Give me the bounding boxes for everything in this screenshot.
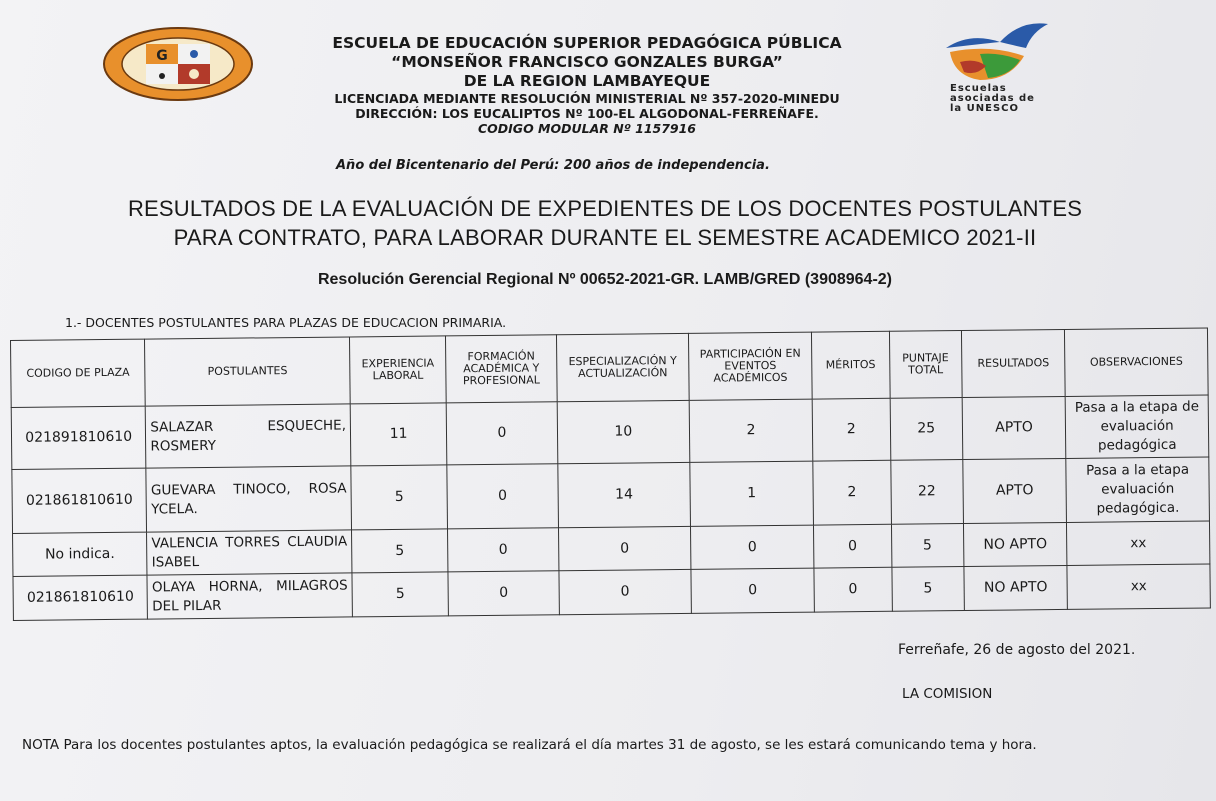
cell-resultado: APTO	[963, 458, 1067, 523]
resolution-reference: Resolución Gerencial Regional Nº 00652-2021-GR. LAMB/GRED (3908964-2)	[317, 271, 893, 288]
cell-codigo: 021861810610	[12, 468, 147, 533]
license-line: LICENCIADA MEDIANTE RESOLUCIÓN MINISTERIAL Nº 357-2020-MINEDU	[334, 91, 840, 106]
cell-postulante: VALENCIA TORRES CLAUDIA ISABEL	[147, 530, 352, 575]
cell-meritos: 2	[812, 398, 890, 461]
header-meritos: MÉRITOS	[812, 331, 890, 399]
cell-formacion: 0	[448, 571, 559, 616]
cell-observacion: xx	[1067, 564, 1210, 609]
cell-resultado: NO APTO	[963, 522, 1067, 566]
cell-formacion: 0	[448, 528, 559, 572]
cell-experiencia: 5	[352, 572, 449, 617]
document-title: RESULTADOS DE LA EVALUACIÓN DE EXPEDIENTES DE LOS DOCENTES POSTULANTES PARA CONTRATO, PARA LABORAR DURANTE EL SEMESTRE ACADEMICO 2021-II	[127, 196, 1083, 250]
cell-participacion: 2	[689, 399, 813, 462]
cell-postulante: GUEVARA TINOCO, ROSA YCELA.	[146, 466, 351, 532]
cell-puntaje: 25	[890, 398, 963, 461]
cell-codigo: No indica.	[13, 532, 148, 576]
cell-formacion: 0	[446, 402, 557, 465]
cell-participacion: 1	[690, 461, 814, 526]
header-formacion: FORMACIÓN ACADÉMICA Y PROFESIONAL	[446, 335, 557, 403]
cell-puntaje: 5	[891, 524, 964, 568]
year-motto: Año del Bicentenario del Perú: 200 años de independencia.	[336, 158, 770, 173]
section-title: 1.- DOCENTES POSTULANTES PARA PLAZAS DE EDUCACION PRIMARIA.	[65, 315, 507, 330]
svg-text:G: G	[156, 48, 168, 64]
cell-resultado: NO APTO	[964, 565, 1068, 610]
cell-experiencia: 5	[352, 529, 449, 573]
header-experiencia: EXPERIENCIA LABORAL	[350, 336, 447, 404]
cell-formacion: 0	[447, 464, 558, 529]
institution-header	[262, 34, 912, 136]
cell-puntaje: 22	[890, 460, 963, 525]
institution-patron: “MONSEÑOR FRANCISCO GONZALES BURGA”	[391, 53, 783, 71]
cell-codigo: 021861810610	[13, 575, 148, 620]
cell-puntaje: 5	[891, 567, 964, 612]
cell-experiencia: 5	[351, 465, 448, 530]
unesco-schools-logo	[940, 18, 1050, 84]
cell-especializacion: 0	[558, 526, 691, 570]
cell-postulante: OLAYA HORNA, MILAGROS DEL PILAR	[147, 573, 352, 619]
header-resultados: RESULTADOS	[961, 329, 1065, 397]
unesco-caption: Escuelas asociadas de la UNESCO	[950, 83, 1035, 114]
cell-especializacion: 10	[557, 400, 690, 463]
cell-observacion: Pasa a la etapa de evaluación pedagógica	[1065, 395, 1208, 458]
institution-region: DE LA REGION LAMBAYEQUE	[463, 72, 711, 90]
modular-code: CODIGO MODULAR Nº 1157916	[477, 121, 697, 136]
header-observaciones: OBSERVACIONES	[1065, 328, 1208, 396]
institution-name: ESCUELA DE EDUCACIÓN SUPERIOR PEDAGÓGICA PÚBLICA	[332, 34, 842, 52]
signing-date: Ferreñafe, 26 de agosto del 2021.	[898, 642, 1136, 658]
footnote: NOTA Para los docentes postulantes aptos, la evaluación pedagógica se realizará el día martes 31 de agosto, se les estará comunicando tema y hora.	[22, 737, 1037, 753]
cell-observacion: Pasa a la etapa evaluación pedagógica.	[1066, 457, 1209, 522]
cell-codigo: 021891810610	[11, 406, 146, 469]
header-puntaje: PUNTAJE TOTAL	[889, 331, 962, 399]
cell-meritos: 0	[814, 567, 892, 612]
cell-participacion: 0	[691, 568, 814, 613]
cell-postulante: SALAZAR ESQUECHE, ROSMERY	[146, 404, 351, 468]
cell-meritos: 2	[813, 460, 891, 525]
header-postulantes: POSTULANTES	[145, 337, 350, 406]
cell-resultado: APTO	[962, 396, 1066, 459]
cell-observacion: xx	[1067, 521, 1210, 565]
school-seal-logo	[102, 26, 254, 102]
header-codigo: CODIGO DE PLAZA	[11, 339, 146, 407]
commission-signature: LA COMISION	[902, 686, 993, 702]
cell-meritos: 0	[814, 524, 892, 568]
cell-especializacion: 14	[558, 462, 691, 527]
cell-experiencia: 11	[350, 403, 447, 466]
header-especializacion: ESPECIALIZACIÓN Y ACTUALIZACIÓN	[556, 333, 689, 401]
header-participacion: PARTICIPACIÓN EN EVENTOS ACADÉMICOS	[689, 332, 813, 400]
address-line: DIRECCIÓN: LOS EUCALIPTOS Nº 100-EL ALGODONAL-FERREÑAFE.	[355, 106, 819, 121]
cell-participacion: 0	[691, 525, 814, 569]
table-header-row	[11, 328, 1209, 408]
cell-especializacion: 0	[559, 569, 692, 614]
results-table	[10, 327, 1211, 621]
